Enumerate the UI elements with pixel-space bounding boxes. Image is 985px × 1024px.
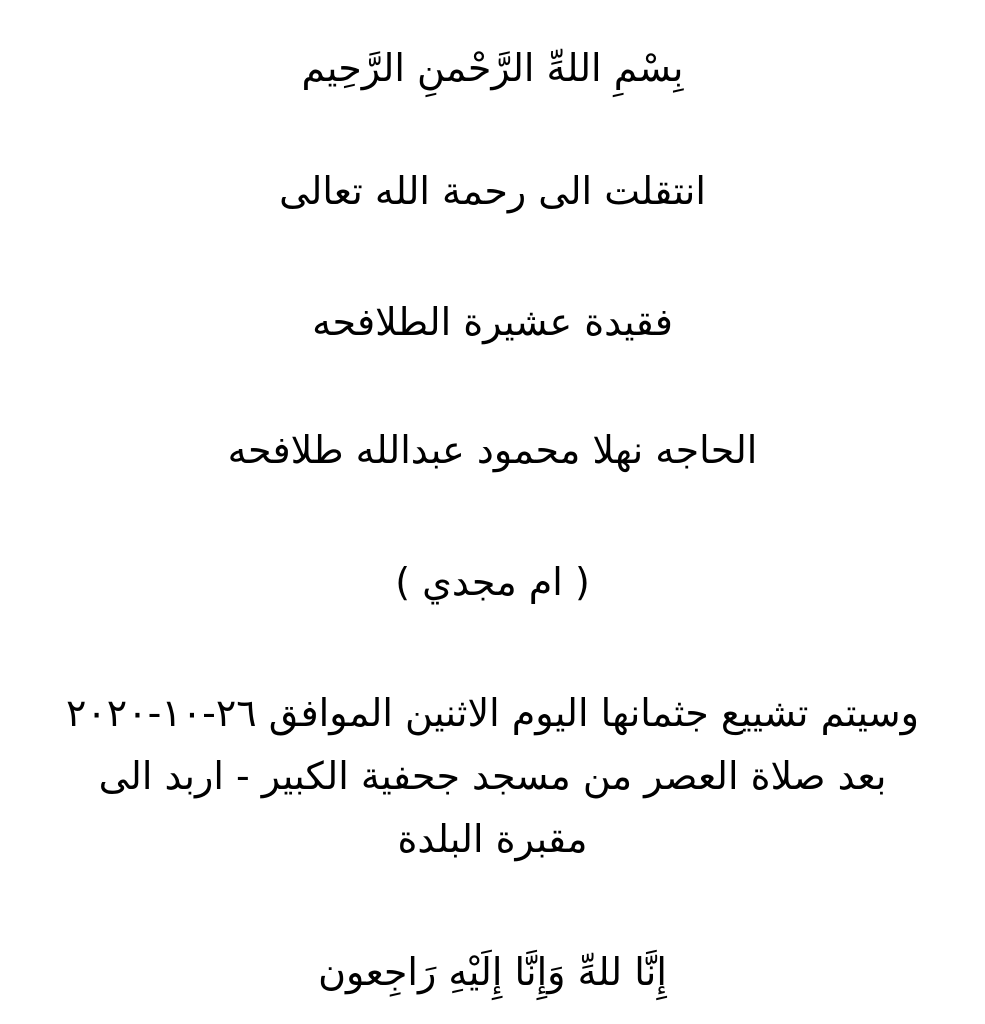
basmala-heading: بِسْمِ اللهِّ الرَّحْمنِ الرَّحِيم bbox=[301, 46, 684, 90]
funeral-details-line: بعد صلاة العصر من مسجد جحفية الكبير - اربد الى bbox=[98, 754, 887, 798]
deceased-name: الحاجه نهلا محمود عبدالله طلافحه bbox=[227, 428, 758, 472]
clan-line: فقيدة عشيرة الطلافحه bbox=[312, 300, 673, 344]
closing-verse: إِنَّا للهِّ وَإِنَّا إِلَيْهِ رَاجِعون bbox=[318, 950, 667, 994]
funeral-details-line: مقبرة البلدة bbox=[397, 817, 588, 861]
deceased-nickname: ( ام مجدي ) bbox=[395, 560, 590, 604]
announcement-line: انتقلت الى رحمة الله تعالى bbox=[279, 169, 706, 213]
funeral-details-line: وسيتم تشييع جثمانها اليوم الاثنين الموافق ٢٦-١٠-٢٠٢٠ bbox=[65, 691, 919, 735]
funeral-details bbox=[20, 682, 965, 871]
